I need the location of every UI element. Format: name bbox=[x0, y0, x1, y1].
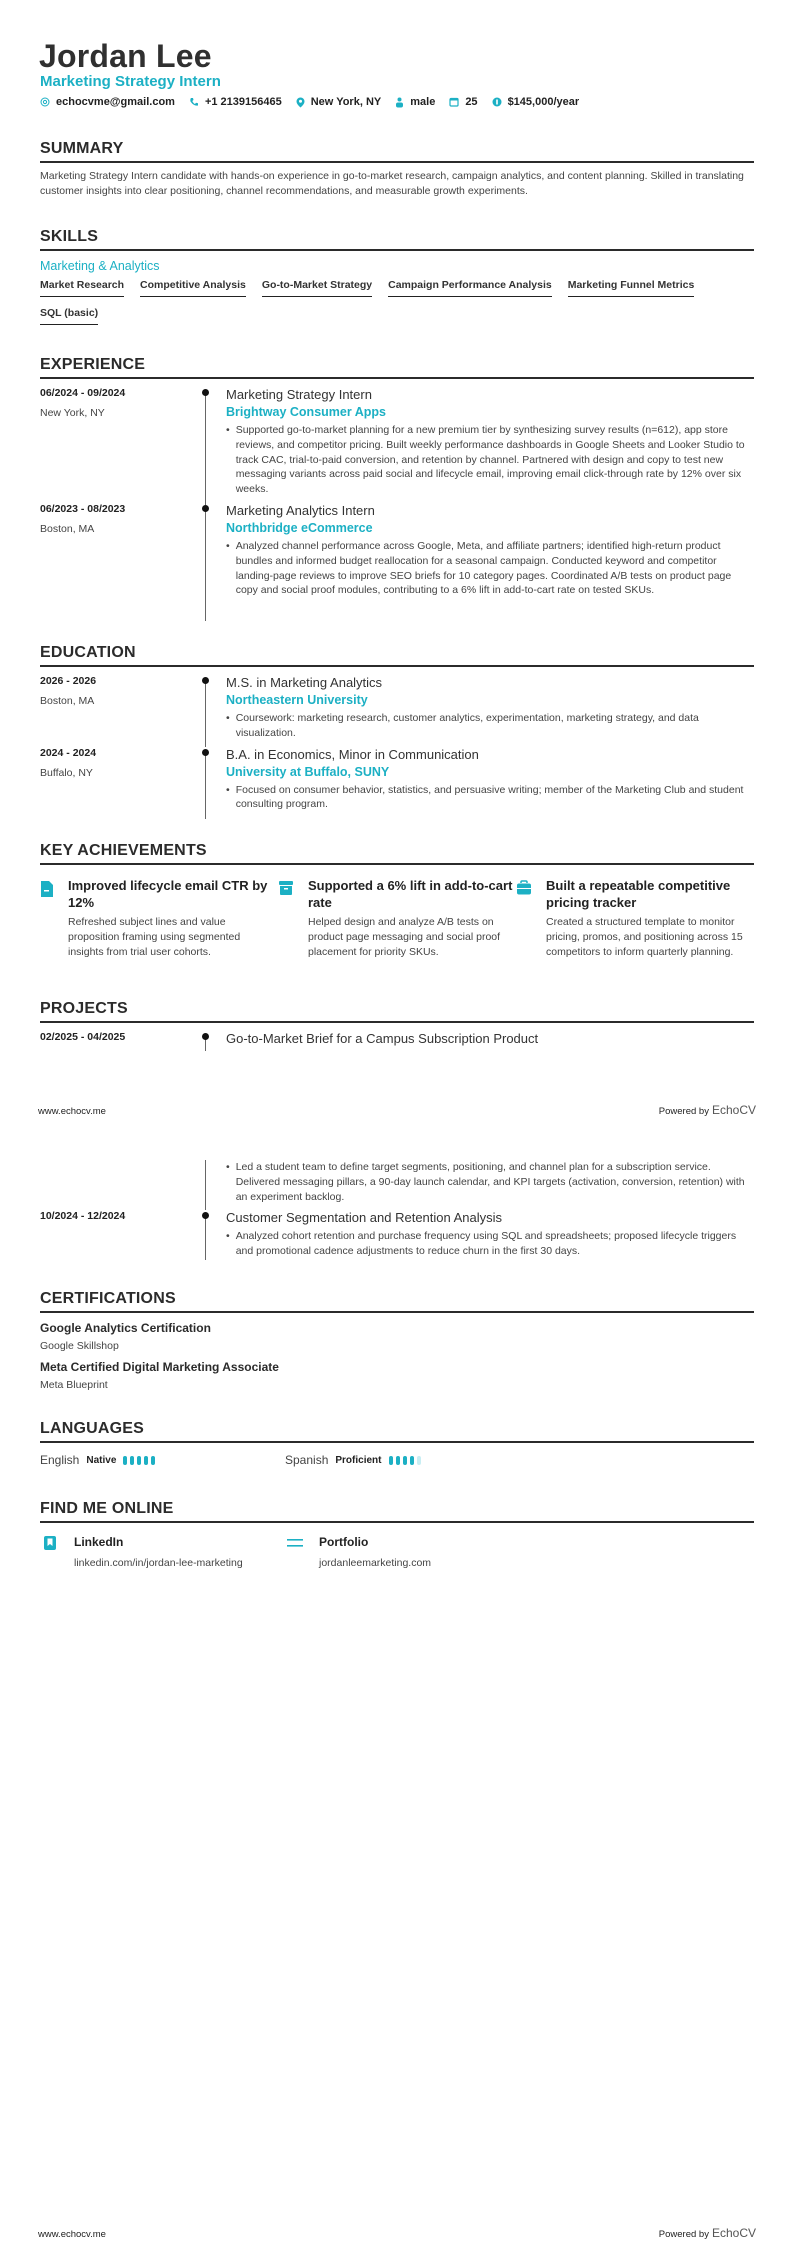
bullet-item: • Focused on consumer behavior, statistics, and persuasive writing; member of the Marketing Club and student consulting program. bbox=[226, 783, 744, 811]
languages-section bbox=[40, 1420, 754, 1467]
location: New York, NY bbox=[40, 407, 105, 419]
contact-email bbox=[40, 96, 175, 108]
section-title: EDUCATION bbox=[40, 644, 754, 667]
section-title: SUMMARY bbox=[40, 140, 754, 163]
portfolio-link[interactable]: jordanleemarketing.com bbox=[319, 1557, 432, 1569]
archive-box-icon bbox=[278, 877, 294, 960]
section-title: LANGUAGES bbox=[40, 1420, 754, 1443]
contact-location: New York, NY bbox=[296, 96, 382, 108]
timeline-dot bbox=[202, 1212, 209, 1219]
timeline-line bbox=[205, 681, 206, 747]
cert-name: Google Analytics Certification bbox=[40, 1321, 211, 1335]
briefcase-icon bbox=[516, 877, 532, 960]
achievements-section bbox=[40, 842, 754, 960]
online-item-linkedin: LinkedIn linkedin.com/in/jordan-lee-marketing bbox=[40, 1535, 285, 1569]
location-icon bbox=[296, 97, 305, 108]
location: Boston, MA bbox=[40, 522, 95, 535]
cert-name: Meta Certified Digital Marketing Associate bbox=[40, 1360, 279, 1374]
summary-section bbox=[40, 140, 754, 199]
company-name: Brightway Consumer Apps bbox=[226, 405, 386, 419]
phone-icon bbox=[189, 97, 199, 107]
experience-item bbox=[40, 387, 754, 497]
proficiency-meter bbox=[389, 1456, 421, 1465]
document-icon bbox=[40, 877, 54, 960]
online-section bbox=[40, 1500, 754, 1569]
achievement-grid bbox=[40, 877, 754, 960]
contact-salary: $145,000/year bbox=[492, 96, 580, 108]
skill-tag: Marketing Funnel Metrics bbox=[568, 279, 695, 297]
at-icon bbox=[40, 97, 50, 107]
education-item bbox=[40, 747, 754, 813]
certifications-section bbox=[40, 1290, 754, 1391]
date-range: 2026 - 2026 bbox=[40, 675, 97, 687]
skill-tag: Competitive Analysis bbox=[140, 279, 246, 297]
skills-section bbox=[40, 228, 754, 325]
skill-tag: SQL (basic) bbox=[40, 307, 98, 325]
project-item-continued bbox=[40, 1160, 754, 1204]
timeline-dot bbox=[202, 749, 209, 756]
school-name: Northeastern University bbox=[226, 693, 368, 707]
footer-site-link[interactable]: www.echocv.me bbox=[38, 2229, 106, 2240]
date-range: 06/2024 - 09/2024 bbox=[40, 387, 126, 399]
projects-section-continued bbox=[40, 1160, 754, 1259]
date-range: 10/2024 - 12/2024 bbox=[40, 1210, 126, 1223]
section-title: EXPERIENCE bbox=[40, 356, 754, 379]
skill-tag: Campaign Performance Analysis bbox=[388, 279, 552, 297]
language-item: Spanish Proficient bbox=[285, 1453, 530, 1467]
brand-link[interactable]: EchoCV bbox=[711, 1103, 756, 1117]
project-title: Go-to-Market Brief for a Campus Subscription Product bbox=[226, 1031, 539, 1046]
degree-title: M.S. in Marketing Analytics bbox=[226, 675, 383, 690]
contact-gender: male bbox=[395, 96, 435, 108]
timeline-line bbox=[205, 509, 206, 621]
footer-site-link[interactable]: www.echocv.me bbox=[38, 1106, 106, 1117]
online-list bbox=[40, 1535, 754, 1569]
experience-item bbox=[40, 503, 754, 598]
education-item bbox=[40, 675, 754, 741]
section-title: KEY ACHIEVEMENTS bbox=[40, 842, 754, 865]
achievement-item: Improved lifecycle email CTR by 12% Refreshed subject lines and value proposition framing using segmented insights from trial user cohorts. bbox=[40, 877, 278, 960]
company-name: Northbridge eCommerce bbox=[226, 520, 373, 535]
person-icon bbox=[395, 97, 404, 108]
cert-issuer: Google Skillshop bbox=[40, 1340, 119, 1352]
timeline-dot bbox=[202, 505, 209, 512]
skill-list bbox=[40, 279, 754, 325]
contact-bar bbox=[40, 96, 579, 108]
bookmark-icon bbox=[40, 1535, 60, 1569]
achievement-item: Built a repeatable competitive pricing tracker Created a structured template to monitor pricing, promos, and positioning across 15 competitors to inform quarterly planning. bbox=[516, 877, 754, 960]
location: Buffalo, NY bbox=[40, 766, 93, 779]
section-title: CERTIFICATIONS bbox=[40, 1290, 754, 1313]
projects-section bbox=[40, 1000, 754, 1046]
calendar-icon bbox=[449, 97, 459, 107]
location: Boston, MA bbox=[40, 695, 95, 707]
contact-age: 25 bbox=[449, 96, 477, 108]
section-title: SKILLS bbox=[40, 228, 754, 251]
job-title: Marketing Strategy Intern bbox=[226, 387, 372, 402]
job-title: Marketing Analytics Intern bbox=[226, 502, 375, 518]
page-footer bbox=[38, 1103, 756, 1117]
date-range: 2024 - 2024 bbox=[40, 746, 97, 759]
education-section bbox=[40, 644, 754, 812]
experience-section bbox=[40, 356, 754, 598]
date-range: 06/2023 - 08/2023 bbox=[40, 502, 126, 515]
section-title: FIND ME ONLINE bbox=[40, 1500, 754, 1523]
timeline-line bbox=[205, 1160, 206, 1210]
date-range: 02/2025 - 04/2025 bbox=[40, 1031, 126, 1043]
page-footer bbox=[38, 2226, 756, 2240]
project-item bbox=[40, 1031, 754, 1046]
section-title: PROJECTS bbox=[40, 1000, 754, 1023]
achievement-item: Supported a 6% lift in add-to-cart rate Helped design and analyze A/B tests on product page messaging and social proof placement for priority SKUs. bbox=[278, 877, 516, 960]
brand-link[interactable]: EchoCV bbox=[711, 2226, 756, 2240]
email-link[interactable]: echocvme@gmail.com bbox=[56, 96, 175, 108]
summary-text: Marketing Strategy Intern candidate with hands-on experience in go-to-market research, campaign analytics, and content planning. Skilled in translating customer insights into clear positioning, channel recommendations, and measurable growth experiments. bbox=[40, 170, 744, 197]
menu-lines-icon bbox=[285, 1535, 305, 1569]
money-icon bbox=[492, 97, 502, 107]
cert-issuer: Meta Blueprint bbox=[40, 1379, 108, 1391]
timeline-line bbox=[205, 753, 206, 819]
role-title: Marketing Strategy Intern bbox=[40, 73, 221, 90]
online-item-portfolio: Portfolio jordanleemarketing.com bbox=[285, 1535, 530, 1569]
language-list bbox=[40, 1453, 754, 1467]
contact-phone bbox=[189, 96, 282, 108]
phone-link[interactable]: +1 2139156465 bbox=[204, 96, 282, 108]
skill-category: Marketing & Analytics bbox=[40, 259, 160, 273]
project-item bbox=[40, 1210, 754, 1259]
bullet-item: • Analyzed cohort retention and purchase frequency using SQL and spreadsheets; proposed lifecycle triggers and promotional cadence adjustments to reduce churn in the first 30 days. bbox=[226, 1230, 737, 1258]
project-title: Customer Segmentation and Retention Analysis bbox=[226, 1210, 503, 1226]
skill-tag: Market Research bbox=[40, 279, 124, 297]
timeline-dot bbox=[202, 1033, 209, 1040]
linkedin-link[interactable]: linkedin.com/in/jordan-lee-marketing bbox=[74, 1557, 243, 1569]
skill-tag: Go-to-Market Strategy bbox=[262, 279, 372, 297]
bullet-item: • Analyzed channel performance across Google, Meta, and affiliate partners; identified high-return product bundles and informed budget reallocation for a seasonal campaign. Conducted keyword and competitor landing-page reviews to improve SEO briefs for 10 category pages. Coordinated A/B tests on product page copy and social proof modules, contributing to a 6% lift in add-to-cart rate on tested SKUs. bbox=[226, 539, 732, 597]
proficiency-meter bbox=[123, 1456, 155, 1465]
school-name: University at Buffalo, SUNY bbox=[226, 764, 390, 779]
timeline-dot bbox=[202, 389, 209, 396]
language-item: English Native bbox=[40, 1453, 285, 1467]
powered-by: Powered by EchoCV bbox=[658, 1103, 756, 1117]
powered-by: Powered by EchoCV bbox=[658, 2226, 756, 2240]
degree-title: B.A. in Economics, Minor in Communication bbox=[226, 746, 479, 762]
bullet-item: • Led a student team to define target segments, positioning, and channel plan for a subscription service. Delivered messaging pillars, a 90-day launch calendar, and KPI targets (activation, conversion, retention) with an experiment backlog. bbox=[226, 1161, 745, 1203]
bullet-item: • Coursework: marketing research, customer analytics, experimentation, marketing strategy, and data visualization. bbox=[226, 712, 699, 739]
name: Jordan Lee bbox=[39, 38, 212, 74]
timeline-dot bbox=[202, 677, 209, 684]
bullet-item: • Supported go-to-market planning for a new premium tier by synthesizing survey results (n=612), app store reviews, and competitor pricing. Built weekly performance dashboards in Google Sheets and Looker Studio to track CAC, trial-to-paid conversion, and retention by channel. Partnered with design and copy to test new messaging variants across paid social and lifecycle email, improving email click-through rate by 12% over six weeks. bbox=[226, 424, 745, 496]
timeline-line bbox=[205, 393, 206, 505]
timeline-line bbox=[205, 1216, 206, 1260]
